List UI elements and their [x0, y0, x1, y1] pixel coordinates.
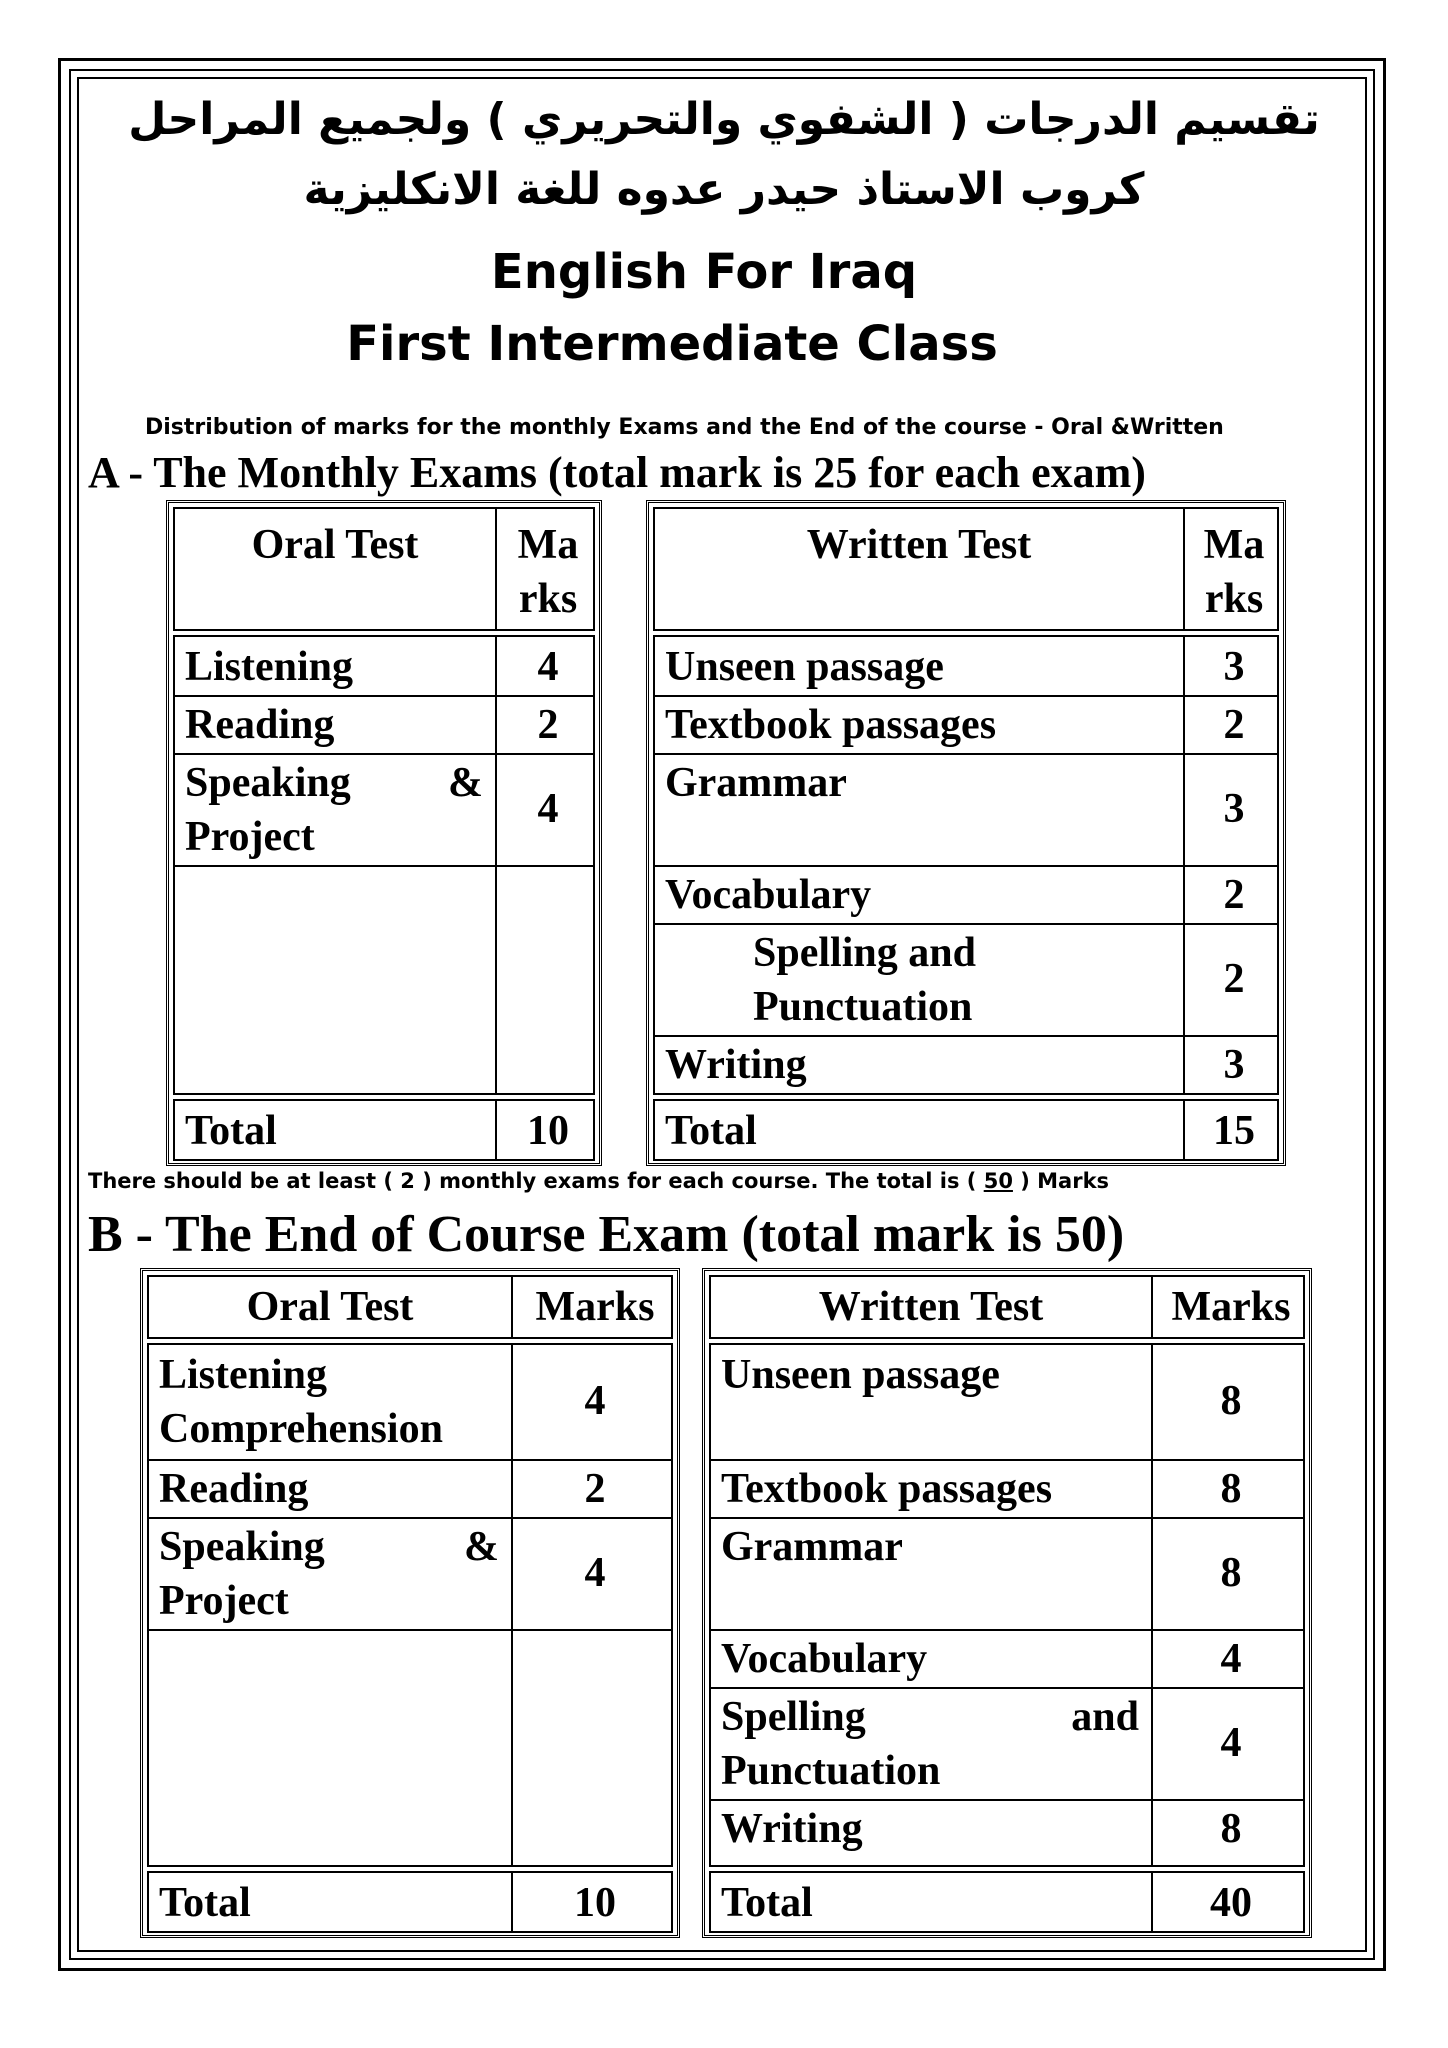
table-row-label: Project: [185, 814, 315, 860]
table-row-label: Writing: [721, 1806, 863, 1852]
end-course-written-col-marks: Marks: [1171, 1284, 1291, 1330]
label-part: Speaking: [159, 1524, 325, 1570]
table-row-mark: 2: [537, 702, 559, 748]
table-row-mark: 2: [1223, 702, 1245, 748]
table-row-label: Listening: [159, 1352, 328, 1398]
end-course-oral-header-block: [147, 1275, 673, 1339]
end-course-oral-col-marks: Marks: [535, 1284, 655, 1330]
monthly-oral-total-block: [173, 1099, 595, 1161]
table-row-mark: 4: [1220, 1636, 1242, 1682]
table-row-label: Comprehension: [159, 1406, 443, 1452]
table-row-label: Punctuation: [721, 1748, 941, 1794]
total-value: 40: [1210, 1880, 1252, 1926]
end-course-oral-col-test: Oral Test: [246, 1284, 414, 1330]
total-label: Total: [159, 1880, 251, 1926]
monthly-oral-body-block: [173, 635, 595, 1095]
total-value: 10: [574, 1880, 616, 1926]
label-part: Speaking: [185, 760, 351, 806]
arabic-title-line-2: كروب الاستاذ حيدر عدوه للغة الانكليزية: [303, 164, 1145, 215]
table-row-mark: 4: [537, 644, 559, 690]
monthly-oral-header-block: [173, 507, 595, 631]
monthly-oral-col-marks-1: Ma: [517, 522, 579, 568]
note-text: There should be at least ( 2 ) monthly exams for each course. The total is (: [88, 1169, 984, 1193]
table-row-label: Unseen passage: [665, 644, 944, 690]
total-label: Total: [665, 1108, 757, 1154]
label-part: &: [464, 1524, 499, 1570]
table-row-label: Reading: [159, 1466, 309, 1512]
end-course-oral-body-block: [147, 1343, 673, 1867]
distribution-caption: Distribution of marks for the monthly Exams and the End of the course - Oral &Written: [145, 415, 1224, 440]
label-part: Spelling: [721, 1694, 866, 1740]
table-row-label: Grammar: [665, 760, 847, 806]
monthly-written-col-test: Written Test: [806, 522, 1032, 568]
table-row-label: Vocabulary: [665, 872, 872, 918]
total-label: Total: [185, 1108, 277, 1154]
monthly-written-total-block: [653, 1099, 1279, 1161]
table-row-label: Writing: [665, 1042, 807, 1088]
note-text-end: ) Marks: [1012, 1169, 1110, 1193]
title-english-for-iraq: English For Iraq: [490, 244, 918, 300]
section-b-heading: B - The End of Course Exam (total mark is 50): [88, 1206, 1125, 1263]
table-row-label: Vocabulary: [721, 1636, 928, 1682]
table-row-mark: 3: [1223, 644, 1245, 690]
table-row-label: Grammar: [721, 1524, 903, 1570]
end-course-oral-table: [140, 1268, 680, 1938]
title-class: First Intermediate Class: [346, 316, 998, 372]
arabic-title-line-1: تقسيم الدرجات ( الشفوي والتحريري ) ولجميع المراحل: [128, 94, 1320, 145]
end-course-oral-total-block: [147, 1871, 673, 1933]
table-row-label: Textbook passages: [721, 1466, 1053, 1512]
total-value: 15: [1213, 1108, 1255, 1154]
label-part: &: [448, 760, 483, 806]
end-course-written-header-block: [709, 1275, 1305, 1339]
table-row-mark: 4: [584, 1378, 606, 1424]
table-row-mark: 8: [1220, 1378, 1242, 1424]
section-a-heading: A - The Monthly Exams (total mark is 25 for each exam): [88, 448, 1146, 497]
total-value: 10: [527, 1108, 569, 1154]
monthly-written-col-marks-1: Ma: [1203, 522, 1265, 568]
table-row-mark: 2: [1223, 956, 1245, 1002]
monthly-written-col-marks-2: rks: [1204, 576, 1264, 622]
table-row-mark: 8: [1220, 1806, 1242, 1852]
table-row-mark: 2: [1223, 872, 1245, 918]
end-course-written-total-block: [709, 1871, 1305, 1933]
table-row-mark: 8: [1220, 1550, 1242, 1596]
table-row-label: Punctuation: [753, 984, 973, 1030]
end-course-written-table: [702, 1268, 1312, 1938]
table-row-mark: 3: [1223, 786, 1245, 832]
table-row-mark: 2: [584, 1466, 606, 1512]
monthly-written-body-block: [653, 635, 1279, 1095]
table-row-label: Unseen passage: [721, 1352, 1000, 1398]
total-label: Total: [721, 1880, 813, 1926]
table-row-label: [175, 755, 495, 811]
label-part: and: [1071, 1694, 1139, 1740]
table-row-mark: 8: [1220, 1466, 1242, 1512]
table-row-label: Project: [159, 1578, 289, 1624]
table-row-mark: 4: [1220, 1720, 1242, 1766]
table-row-label: [711, 1689, 1151, 1745]
monthly-exams-note: [88, 1167, 1109, 1195]
table-row-label: Spelling and: [753, 930, 976, 976]
table-row-mark: 4: [584, 1550, 606, 1596]
table-row-label: Textbook passages: [665, 702, 997, 748]
table-row-mark: 3: [1223, 1042, 1245, 1088]
monthly-written-table: [646, 500, 1286, 1166]
note-total-value: 50: [983, 1169, 1013, 1193]
table-row-label: Reading: [185, 702, 335, 748]
monthly-oral-table: [166, 500, 602, 1166]
end-course-written-body-block: [709, 1343, 1305, 1867]
table-row-label: Listening: [185, 644, 354, 690]
end-course-written-col-test: Written Test: [818, 1284, 1044, 1330]
monthly-oral-col-test: Oral Test: [251, 522, 419, 568]
table-row-label: [149, 1519, 511, 1575]
monthly-written-header-block: [653, 507, 1279, 631]
monthly-oral-col-marks-2: rks: [518, 576, 578, 622]
table-row-mark: 4: [537, 786, 559, 832]
